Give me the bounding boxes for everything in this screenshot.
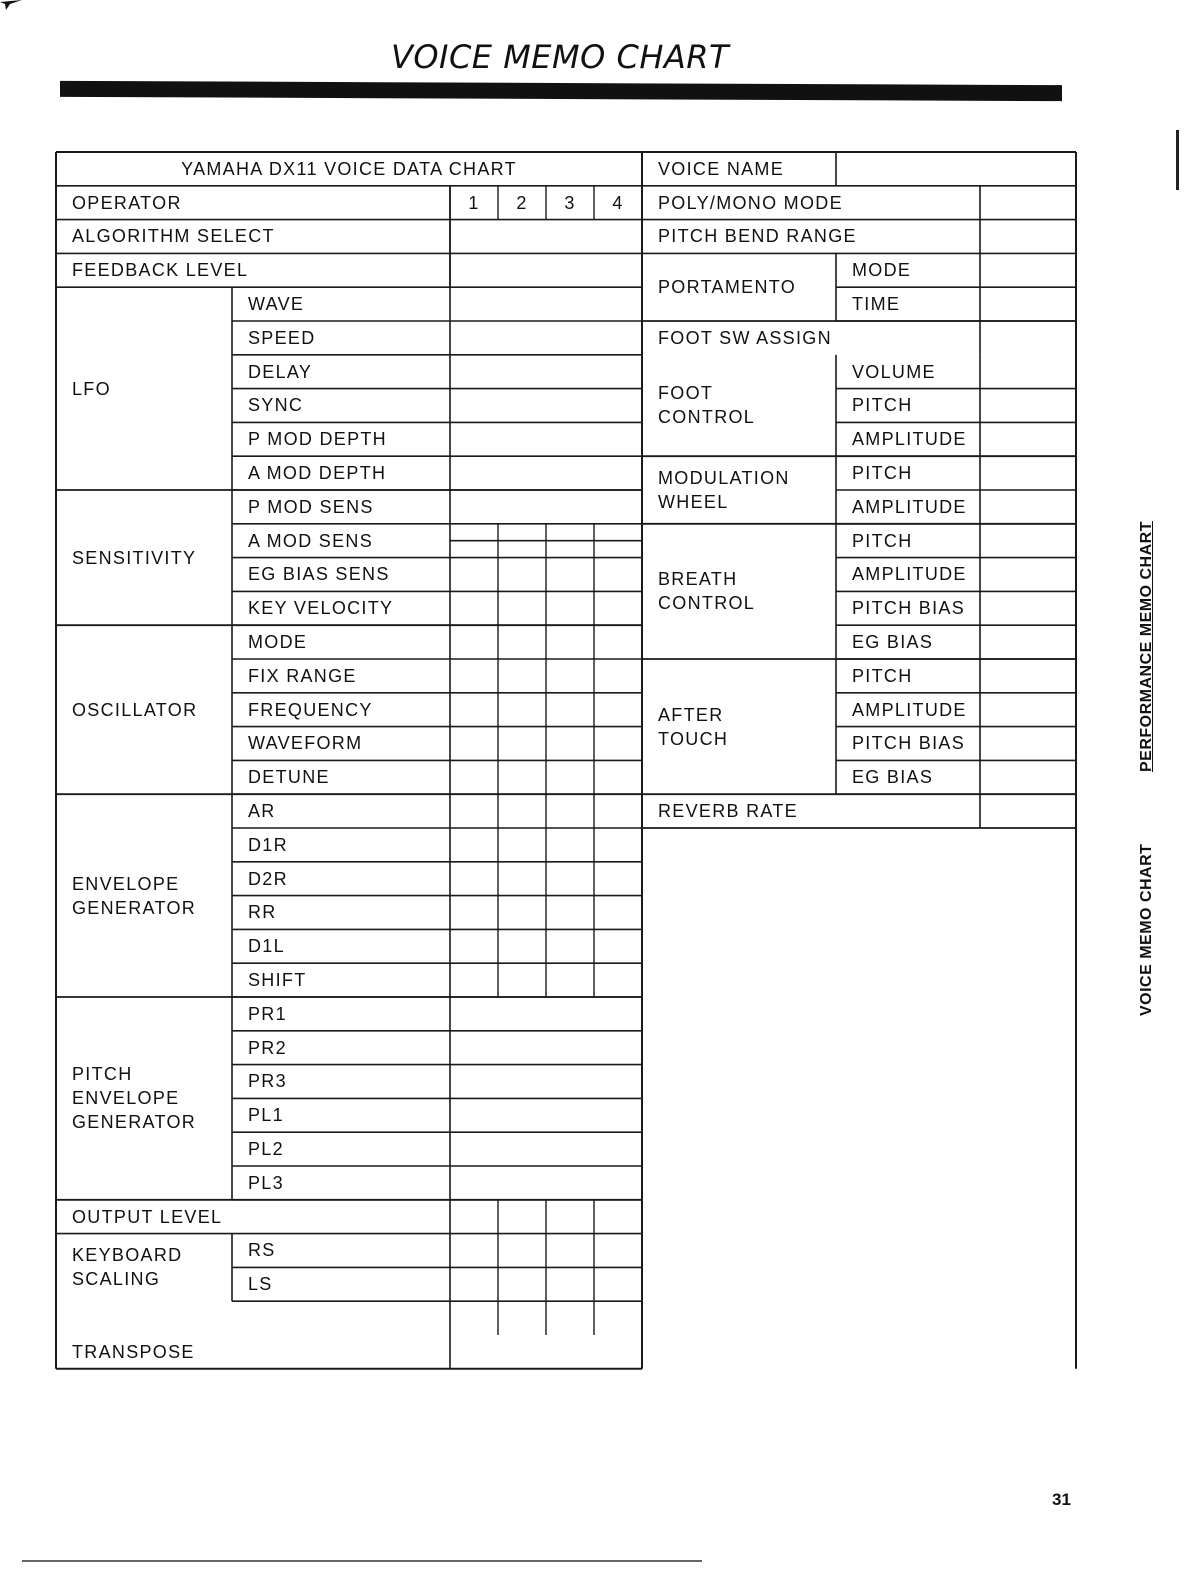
operator-number-1: 1 — [468, 192, 480, 213]
side-tab-voice-memo-chart: VOICE MEMO CHART — [1138, 843, 1155, 1016]
page-title: VOICE MEMO CHART — [390, 38, 730, 76]
group-foot-control: FOOT CONTROL — [658, 383, 756, 428]
breath-control-param-amplitude: AMPLITUDE — [852, 564, 967, 585]
param-pl3: PL3 — [248, 1172, 284, 1193]
breath-control-param-eg-bias: EG BIAS — [852, 632, 934, 653]
param-p-mod-sens: P MOD SENS — [248, 496, 374, 517]
param-sync: SYNC — [248, 395, 304, 416]
breath-control-param-pitch: PITCH — [852, 530, 913, 551]
param-shift: SHIFT — [248, 970, 307, 991]
param-p-mod-depth: P MOD DEPTH — [248, 429, 387, 450]
after-touch-param-amplitude: AMPLITUDE — [852, 699, 967, 720]
param-mode: MODE — [248, 632, 308, 653]
breath-control-param-pitch-bias: PITCH BIAS — [852, 598, 966, 619]
foot-control-param-volume: VOLUME — [852, 361, 936, 382]
voice-data-chart-heading: YAMAHA DX11 VOICE DATA CHART — [181, 158, 517, 179]
reverb-rate-label: REVERB RATE — [658, 801, 798, 822]
param-d2r: D2R — [248, 868, 288, 889]
group-after-touch: AFTER TOUCH — [658, 704, 729, 749]
transpose-label: TRANSPOSE — [72, 1341, 195, 1362]
param-rr: RR — [248, 902, 277, 923]
group-breath-control: BREATH CONTROL — [658, 569, 756, 614]
param-ls: LS — [248, 1274, 273, 1295]
param-wave: WAVE — [248, 294, 305, 315]
param-pl1: PL1 — [248, 1105, 284, 1126]
after-touch-param-pitch: PITCH — [852, 665, 913, 686]
modulation-wheel-param-pitch: PITCH — [852, 463, 913, 484]
operator-number-3: 3 — [564, 192, 576, 213]
after-touch-param-pitch-bias: PITCH BIAS — [852, 733, 966, 754]
param-a-mod-sens: A MOD SENS — [248, 530, 374, 551]
portamento-param-mode: MODE — [852, 260, 912, 281]
param-fix-range: FIX RANGE — [248, 665, 357, 686]
output-level-label: OUTPUT LEVEL — [72, 1206, 223, 1227]
foot-control-param-pitch: PITCH — [852, 395, 913, 416]
operator-label: OPERATOR — [72, 192, 182, 213]
group-pitch-envelope-generator: PITCH ENVELOPE GENERATOR — [72, 1064, 197, 1133]
poly-mono-mode-label: POLY/MONO MODE — [658, 192, 843, 213]
group-keyboard-scaling: KEYBOARD SCALING — [72, 1245, 183, 1290]
foot-sw-assign-label: FOOT SW ASSIGN — [658, 327, 832, 348]
param-pr2: PR2 — [248, 1037, 287, 1058]
bottom-rule — [22, 1560, 702, 1562]
param-rs: RS — [248, 1240, 276, 1261]
param-pr1: PR1 — [248, 1003, 287, 1024]
side-tab-performance-memo-chart: PERFORMANCE MEMO CHART — [1138, 521, 1155, 772]
param-ar: AR — [248, 801, 276, 822]
param-a-mod-depth: A MOD DEPTH — [248, 463, 387, 484]
foot-control-param-amplitude: AMPLITUDE — [852, 429, 967, 450]
portamento-param-time: TIME — [852, 294, 901, 315]
group-oscillator: OSCILLATOR — [72, 699, 198, 720]
voice-name-label: VOICE NAME — [658, 158, 785, 179]
param-speed: SPEED — [248, 327, 316, 348]
feedback-level-label: FEEDBACK LEVEL — [72, 260, 249, 281]
group-envelope-generator: ENVELOPE GENERATOR — [72, 873, 197, 918]
param-d1l: D1L — [248, 936, 285, 957]
operator-number-2: 2 — [516, 192, 528, 213]
group-portamento: PORTAMENTO — [658, 277, 797, 298]
after-touch-param-eg-bias: EG BIAS — [852, 767, 934, 788]
group-modulation-wheel: MODULATION WHEEL — [658, 467, 790, 512]
pitch-bend-range-label: PITCH BEND RANGE — [658, 226, 857, 247]
param-eg-bias-sens: EG BIAS SENS — [248, 564, 390, 585]
param-pr3: PR3 — [248, 1071, 287, 1092]
param-pl2: PL2 — [248, 1139, 284, 1160]
param-frequency: FREQUENCY — [248, 699, 373, 720]
param-key-velocity: KEY VELOCITY — [248, 598, 394, 619]
page-number: 31 — [1052, 1490, 1071, 1509]
group-sensitivity: SENSITIVITY — [72, 547, 197, 568]
param-detune: DETUNE — [248, 767, 330, 788]
operator-number-4: 4 — [612, 192, 624, 213]
param-d1r: D1R — [248, 834, 288, 855]
modulation-wheel-param-amplitude: AMPLITUDE — [852, 496, 967, 517]
algorithm-select-label: ALGORITHM SELECT — [72, 226, 275, 247]
param-waveform: WAVEFORM — [248, 733, 363, 754]
group-lfo: LFO — [72, 378, 111, 399]
param-delay: DELAY — [248, 361, 313, 382]
